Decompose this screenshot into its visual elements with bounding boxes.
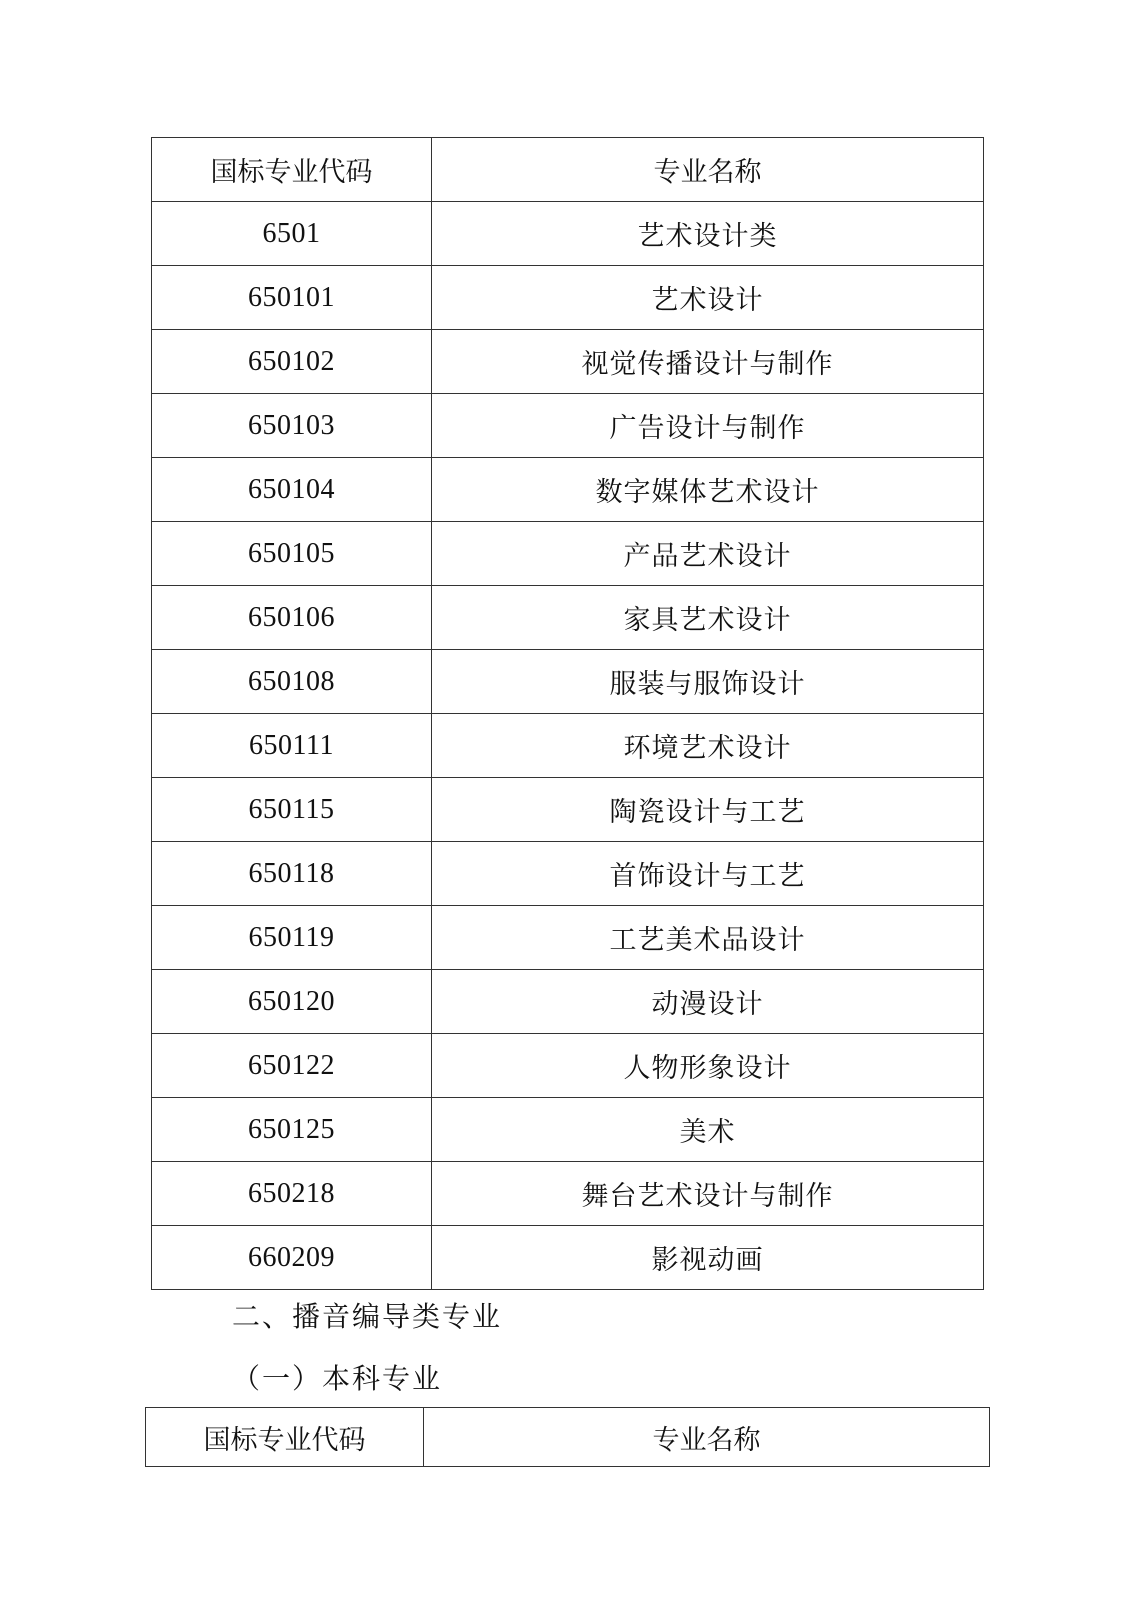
major-code-cell: 650119 [152,906,432,970]
major-name-cell: 艺术设计类 [432,202,984,266]
column-header-name: 专业名称 [432,138,984,202]
major-name-cell: 环境艺术设计 [432,714,984,778]
table-row [152,266,984,330]
major-name-cell: 工艺美术品设计 [432,906,984,970]
major-code-table-broadcasting [145,1407,990,1467]
table-row [152,1034,984,1098]
major-code-cell: 650103 [152,394,432,458]
table-body [152,202,984,1290]
table-row [152,586,984,650]
major-code-cell: 660209 [152,1226,432,1290]
table-row [152,650,984,714]
table-row [152,522,984,586]
major-code-cell: 650125 [152,1098,432,1162]
table-row [152,970,984,1034]
major-code-cell: 6501 [152,202,432,266]
major-code-cell: 650218 [152,1162,432,1226]
table-row [152,842,984,906]
table-header-row [152,138,984,202]
major-name-cell: 动漫设计 [432,970,984,1034]
column-header-name: 专业名称 [424,1408,990,1467]
column-header-code: 国标专业代码 [152,138,432,202]
table-row [152,714,984,778]
major-name-cell: 美术 [432,1098,984,1162]
major-name-cell: 家具艺术设计 [432,586,984,650]
table-row [152,778,984,842]
major-name-cell: 艺术设计 [432,266,984,330]
table-row [152,394,984,458]
table-row [152,1226,984,1290]
table-row [152,906,984,970]
table-header-row [146,1408,990,1467]
table-row [152,1162,984,1226]
table-row [152,1098,984,1162]
major-code-cell: 650101 [152,266,432,330]
major-code-cell: 650115 [152,778,432,842]
column-header-code: 国标专业代码 [146,1408,424,1467]
major-code-cell: 650106 [152,586,432,650]
major-code-cell: 650118 [152,842,432,906]
major-name-cell: 广告设计与制作 [432,394,984,458]
major-code-cell: 650105 [152,522,432,586]
table-row [152,330,984,394]
major-name-cell: 舞台艺术设计与制作 [432,1162,984,1226]
major-name-cell: 数字媒体艺术设计 [432,458,984,522]
major-name-cell: 陶瓷设计与工艺 [432,778,984,842]
major-name-cell: 产品艺术设计 [432,522,984,586]
major-code-cell: 650108 [152,650,432,714]
major-name-cell: 视觉传播设计与制作 [432,330,984,394]
major-name-cell: 影视动画 [432,1226,984,1290]
table-row [152,202,984,266]
major-name-cell: 人物形象设计 [432,1034,984,1098]
section-heading: 二、播音编导类专业 [232,1300,503,1333]
table-row [152,458,984,522]
major-code-cell: 650104 [152,458,432,522]
major-code-cell: 650122 [152,1034,432,1098]
major-code-table-art-design [151,137,984,1290]
major-code-cell: 650120 [152,970,432,1034]
major-name-cell: 服装与服饰设计 [432,650,984,714]
section-subheading: （一）本科专业 [232,1362,443,1395]
major-code-cell: 650111 [152,714,432,778]
major-name-cell: 首饰设计与工艺 [432,842,984,906]
major-code-cell: 650102 [152,330,432,394]
